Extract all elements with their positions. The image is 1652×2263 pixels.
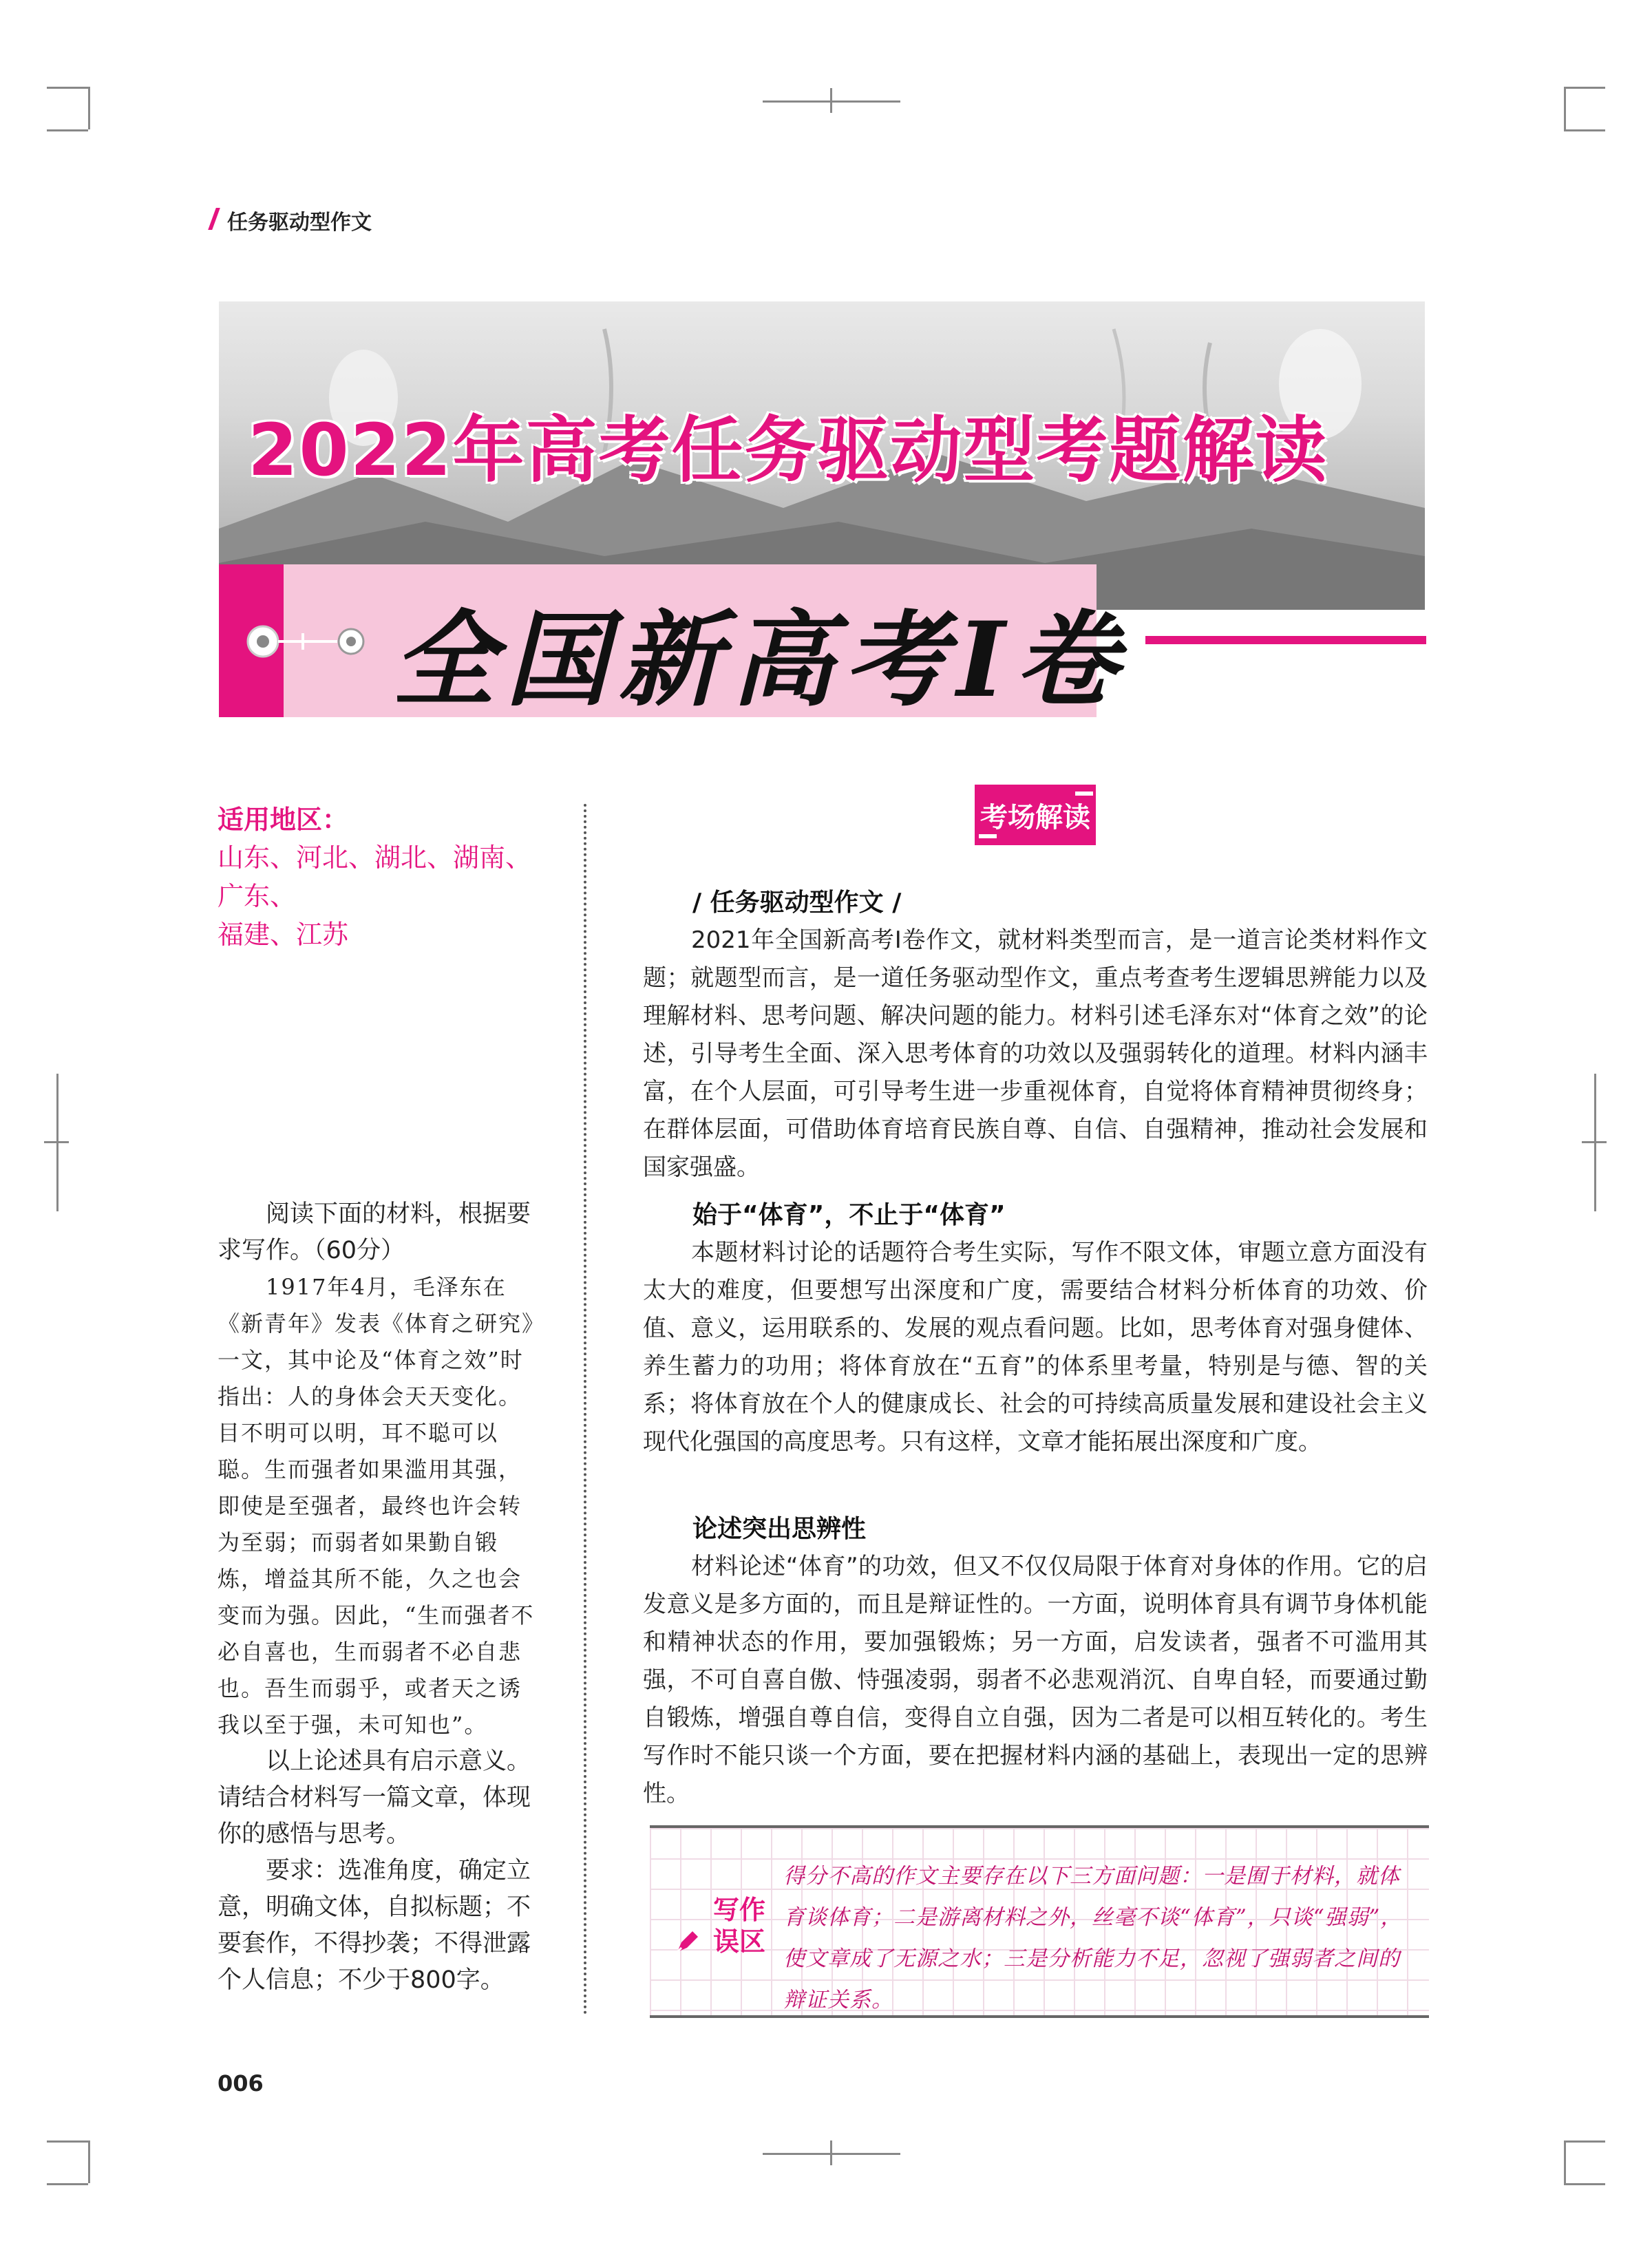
prompt-instruction: 阅读下面的材料，根据要求写作。（60分） bbox=[218, 1200, 531, 1264]
section-body: 2021年全国新高考Ⅰ卷作文，就材料类型而言，是一道言论类材料作文题；就题型而言，是一道任务驱动型作文，重点考查考生逻辑思辨能力以及理解材料、思考问题、解决问题的能力。材料引述毛泽东对“体育之效”的论述，引导考生全面、深入思考体育的功效以及强弱转化的道理。材料内涵丰富，在个人层面，可引导考生进一步重视体育，自觉将体育精神贯彻终身；在群体层面，可借助体育培育民族自尊、自信、自强精神，推动社会发展和国家强盛。 bbox=[643, 926, 1428, 1181]
badge-label: 考场解读 bbox=[980, 801, 1090, 833]
crop-mark bbox=[1564, 87, 1566, 129]
crop-mark bbox=[1564, 129, 1605, 131]
region-list bbox=[218, 838, 548, 954]
analysis-section-3 bbox=[643, 1510, 1428, 1813]
prompt-material: 1917年4月，毛泽东在《新青年》发表《体育之研究》一文，其中论及“体育之效”时指出：人的身体会天天变化。目不明可以明，耳不聪可以聪。生而强者如果滥用其强，即使是至强者，最终也许会转为至弱；而弱者如果勤自锻炼，增益其所不能，久之也会变而为强。因此，“生而强者不必自喜也，生而弱者不必自悲也。吾生而弱乎，或者天之诱我以至于强，未可知也”。 bbox=[218, 1274, 535, 1738]
section-heading: 始于“体育”，不止于“体育” bbox=[692, 1201, 1006, 1229]
section-body: 本题材料讨论的话题符合考生实际，写作不限文体，审题立意方面没有太大的难度，但要想写出深度和广度，需要结合材料分析体育的功效、价值、意义，运用联系的、发展的观点看问题。比如，思考体育对强身健体、养生蓄力的功用；将体育放在“五育”的体系里考量，特别是与德、智的关系；将体育放在个人的健康成长、社会的可持续高质量发展和建设社会主义现代化强国的高度思考。只有这样，文章才能拓展出深度和广度。 bbox=[643, 1239, 1428, 1456]
section-heading: 论述突出思辨性 bbox=[692, 1515, 867, 1543]
region-line: 山东、河北、湖北、湖南、广东、 bbox=[218, 842, 532, 911]
essay-prompt bbox=[218, 1196, 538, 1999]
analysis-section-1 bbox=[643, 884, 1428, 1187]
prompt-requirements: 要求：选准角度，确定立意，明确文体，自拟标题；不要套作，不得抄袭；不得泄露个人信息；不少于800字。 bbox=[218, 1857, 531, 1994]
section-heading: / 任务驱动型作文 / bbox=[692, 889, 902, 917]
pen-icon bbox=[672, 1927, 702, 1957]
crop-mark bbox=[88, 87, 90, 129]
crop-mark bbox=[47, 2183, 88, 2185]
note-text: 得分不高的作文主要存在以下三方面问题：一是囿于材料，就体育谈体育；二是游离材料之外，丝毫不谈“体育”，只谈“强弱”，使文章成了无源之水；三是分析能力不足，忽视了强弱者之间的辩证关系。 bbox=[783, 1864, 1403, 2012]
crop-mark bbox=[1564, 87, 1605, 89]
running-head: 任务驱动型作文 bbox=[212, 205, 372, 235]
crop-mark bbox=[47, 129, 88, 131]
crop-mark bbox=[1564, 2183, 1605, 2185]
crop-mark bbox=[1564, 2140, 1605, 2143]
registration-mark bbox=[1582, 1141, 1607, 1143]
connector-icon bbox=[241, 619, 379, 663]
registration-mark bbox=[830, 88, 832, 113]
page-number: 006 bbox=[218, 2070, 264, 2096]
section-badge bbox=[975, 785, 1096, 845]
registration-mark bbox=[44, 1141, 69, 1143]
crop-mark bbox=[1564, 2140, 1566, 2183]
analysis-section-2 bbox=[643, 1196, 1428, 1461]
prompt-task: 以上论述具有启示意义。请结合材料写一篇文章，体现你的感悟与思考。 bbox=[218, 1747, 531, 1848]
crop-mark bbox=[88, 2140, 90, 2183]
region-label: 适用地区： bbox=[218, 805, 349, 835]
crop-mark bbox=[47, 2140, 88, 2143]
registration-mark bbox=[830, 2140, 832, 2165]
sub-title: 全国新高考Ⅰ卷 bbox=[392, 599, 1128, 721]
column-divider bbox=[584, 804, 586, 2015]
section-body: 材料论述“体育”的功效，但又不仅仅局限于体育对身体的作用。它的启发意义是多方面的，而且是辩证性的。一方面，说明体育具有调节身体机能和精神状态的作用，要加强锻炼；另一方面，启发读者，强者不可滥用其强，不可自喜自傲、恃强凌弱，弱者不必悲观消沉、自卑自轻，而要通过勤自锻炼，增强自尊自信，变得自立自强，因为二者是可以相互转化的。考生写作时不能只谈一个方面，要在把握材料内涵的基础上，表现出一定的思辨性。 bbox=[643, 1553, 1428, 1807]
note-label-line: 写作 bbox=[712, 1895, 765, 1925]
main-title: 2022年高考任务驱动型考题解读 bbox=[248, 408, 1328, 492]
region-line: 福建、江苏 bbox=[218, 920, 349, 950]
note-label-line: 误区 bbox=[712, 1926, 765, 1957]
crop-mark bbox=[47, 87, 88, 89]
decorative-rule bbox=[1145, 636, 1426, 644]
